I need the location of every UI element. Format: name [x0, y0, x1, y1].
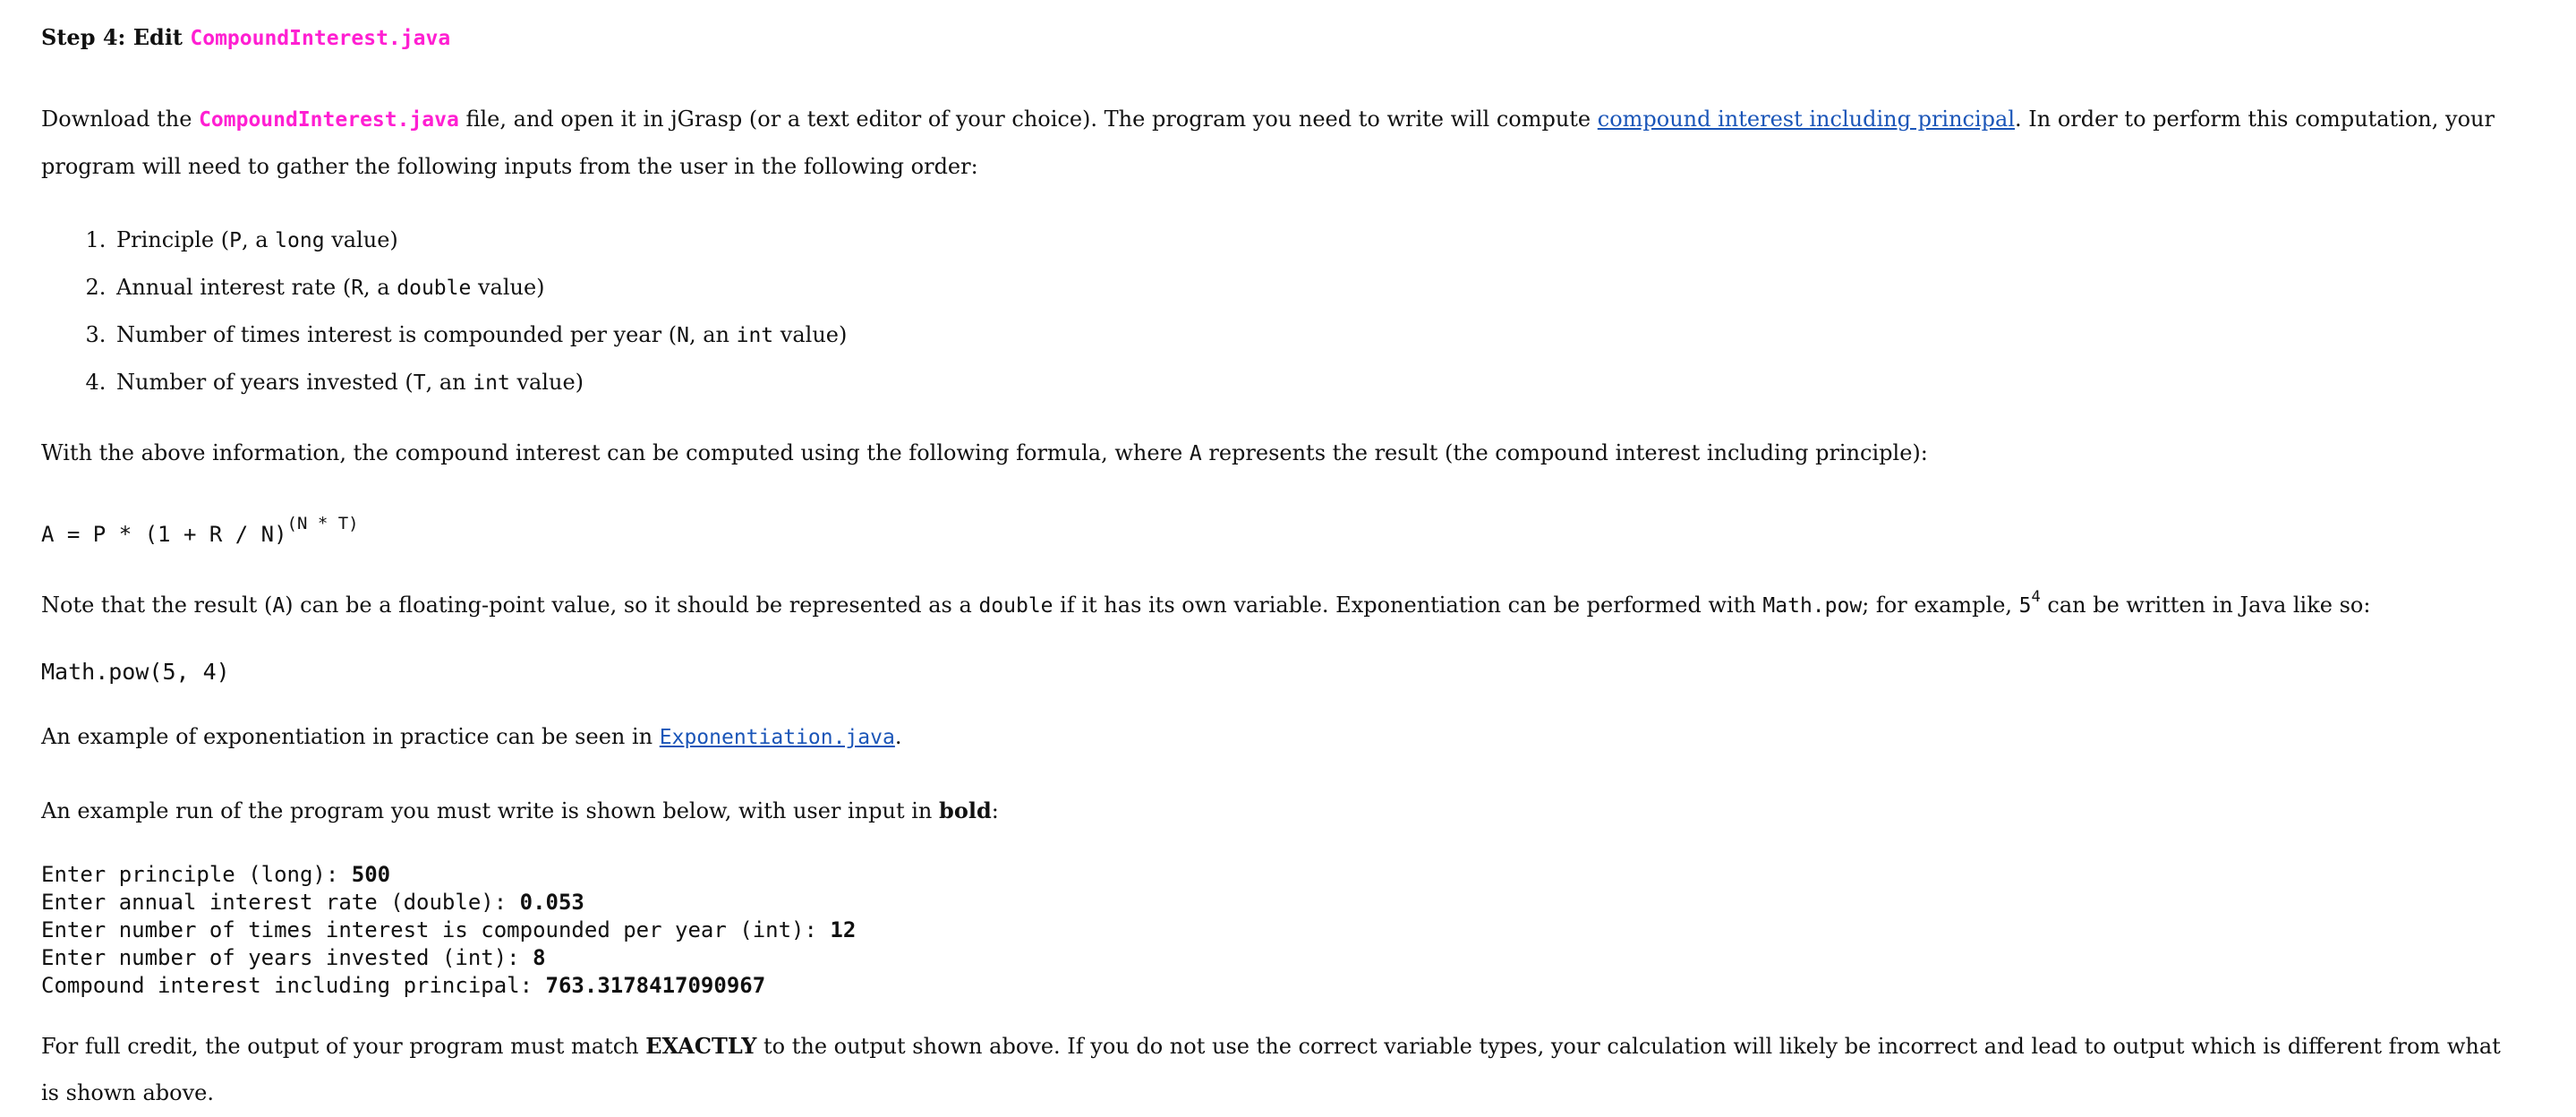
sample-run-output	[41, 861, 2506, 1000]
sample-prompt: Compound interest including principal:	[41, 973, 546, 998]
sample-intro-text: An example run of the program you must write is shown below, with user input in	[41, 798, 940, 823]
sample-user-input: 500	[351, 862, 391, 887]
type-name: long	[275, 229, 325, 252]
list-item-text: value)	[773, 322, 848, 347]
variable-name: P	[229, 229, 242, 252]
inputs-list	[41, 217, 2506, 406]
formula-lead-text-1: With the above information, the compound interest can be computed using the following formula, where	[41, 440, 1190, 465]
exponentiation-text: .	[894, 724, 902, 749]
intro-paragraph	[41, 96, 2506, 190]
note-paragraph	[41, 574, 2506, 629]
sample-run-line	[41, 973, 765, 998]
function-name: Math.pow	[1762, 594, 1863, 618]
formula-lead-text-2: represents the result (the compound interest including principle):	[1201, 440, 1928, 465]
credit-emphasis: EXACTLY	[645, 1033, 757, 1059]
note-text: ) can be a floating-point value, so it should be represented as a	[285, 593, 979, 618]
exponentiation-paragraph	[41, 713, 2506, 761]
credit-text: For full credit, the output of your program must match	[41, 1034, 646, 1059]
variable-name: T	[413, 371, 426, 395]
sample-run-line	[41, 862, 390, 887]
list-item	[113, 264, 2506, 311]
intro-text-2: file, and open it in jGrasp (or a text editor of your choice). The program you need to write will compute	[458, 107, 1598, 132]
compound-interest-link[interactable]: compound interest including principal	[1597, 107, 2016, 132]
sample-intro-text: :	[991, 798, 999, 823]
sample-user-input: 12	[830, 917, 857, 942]
formula-exponent: (N * T)	[286, 514, 359, 533]
sample-prompt: Enter principle (long):	[41, 862, 352, 887]
credit-text: to the output shown above. If you do not use the correct variable types, your calculation will likely be incorrect and lead to output which is different from what is shown above.	[41, 1034, 2501, 1105]
sample-user-input: 0.053	[519, 890, 584, 915]
math-pow-example: Math.pow(5, 4)	[41, 659, 230, 685]
formula-lead-paragraph	[41, 430, 2506, 477]
intro-filename: CompoundInterest.java	[199, 108, 459, 132]
list-item-text: value)	[509, 370, 584, 395]
sample-prompt: Enter number of years invested (int):	[41, 945, 533, 970]
sample-prompt: Enter number of times interest is compounded per year (int):	[41, 917, 831, 942]
list-item	[113, 359, 2506, 406]
list-item-text: , a	[363, 275, 397, 300]
variable-name: A	[1189, 442, 1202, 465]
type-name: int	[736, 324, 774, 347]
power-exponent: 4	[2031, 588, 2041, 606]
step-heading-filename: CompoundInterest.java	[190, 27, 451, 50]
type-name: int	[473, 371, 510, 395]
step-heading-text: Step 4: Edit	[41, 24, 191, 50]
list-item	[113, 217, 2506, 264]
list-item	[113, 311, 2506, 359]
sample-intro-paragraph	[41, 788, 2506, 834]
variable-name: R	[351, 277, 364, 300]
list-item-text: Number of times interest is compounded per year (	[116, 322, 678, 347]
list-item-text: Annual interest rate (	[116, 275, 352, 300]
exponentiation-java-link[interactable]: Exponentiation.java	[659, 726, 895, 749]
note-text: if it has its own variable. Exponentiation can be performed with	[1053, 593, 1763, 618]
sample-run-line	[41, 917, 856, 942]
exponentiation-text: An example of exponentiation in practice can be seen in	[41, 724, 660, 749]
power-base: 5	[2018, 594, 2032, 618]
sample-run-line	[41, 945, 546, 970]
list-item-text: , an	[425, 370, 473, 395]
step-heading	[41, 20, 2506, 56]
list-item-text: Number of years invested (	[116, 370, 414, 395]
variable-name: A	[272, 594, 286, 618]
list-item-text: , an	[688, 322, 737, 347]
note-text: can be written in Java like so:	[2040, 593, 2371, 618]
credit-paragraph	[41, 1023, 2506, 1116]
sample-prompt: Enter annual interest rate (double):	[41, 890, 520, 915]
intro-text-1: Download the	[41, 107, 200, 132]
note-text: Note that the result (	[41, 593, 273, 618]
compound-interest-formula	[41, 504, 2506, 554]
sample-user-input: 8	[533, 945, 546, 970]
sample-run-line	[41, 890, 584, 915]
list-item-text: Principle (	[116, 227, 230, 252]
type-name: double	[397, 277, 472, 300]
sample-result-value: 763.3178417090967	[545, 973, 766, 998]
list-item-text: , a	[241, 227, 276, 252]
variable-name: N	[677, 324, 689, 347]
intro-text-3: . In order to perform this computation, your program will need to gather the following inputs from the user in the following order:	[41, 107, 2495, 179]
formula-base: A = P * (1 + R / N)	[41, 522, 287, 547]
list-item-text: value)	[324, 227, 398, 252]
sample-intro-bold: bold	[939, 797, 992, 823]
note-text: ; for example,	[1862, 593, 2019, 618]
type-name: double	[978, 594, 1053, 618]
list-item-text: value)	[471, 275, 545, 300]
